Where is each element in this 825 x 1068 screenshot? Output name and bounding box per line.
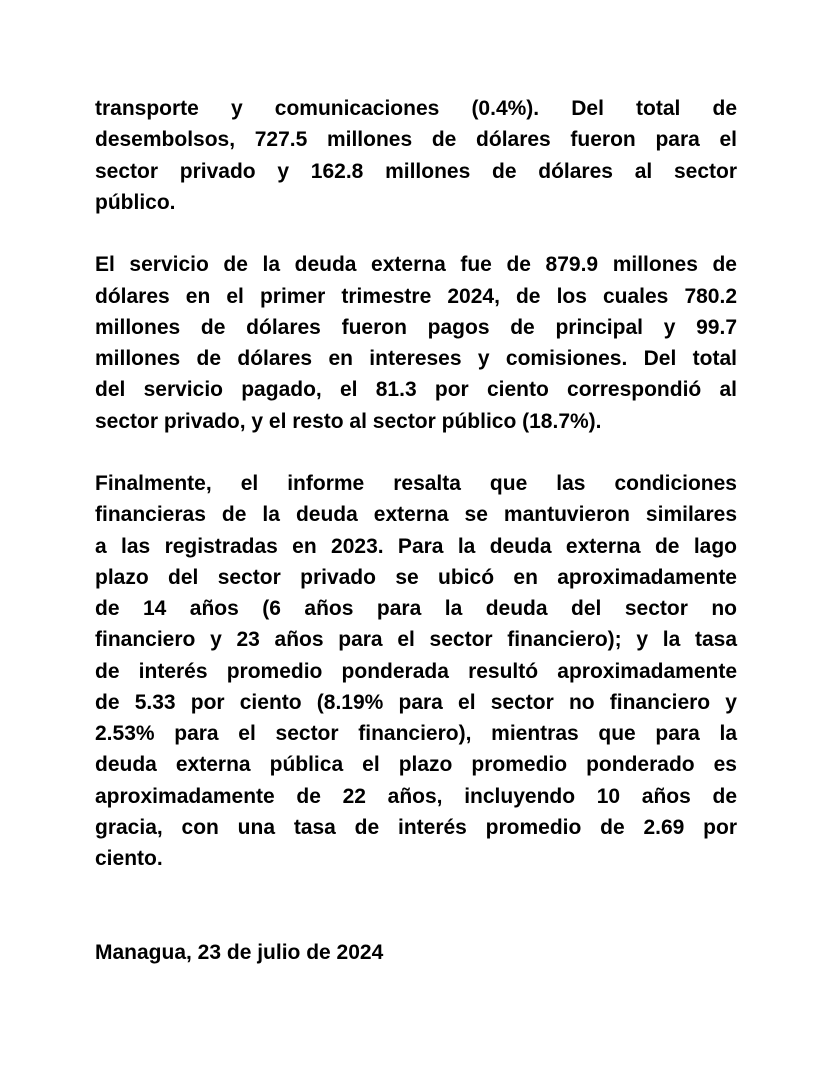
text-line: de 5.33 por ciento (8.19% para el sector no financiero y xyxy=(95,690,737,714)
text-line: desembolsos, 727.5 millones de dólares fueron para el xyxy=(95,128,737,152)
text-line: millones de dólares fueron pagos de principal y 99.7 xyxy=(95,315,737,339)
text-line: financieras de la deuda externa se mantuvieron similares xyxy=(95,503,737,527)
text-line: sector privado, y el resto al sector público (18.7%). xyxy=(95,409,602,433)
text-line: transporte y comunicaciones (0.4%). Del total de xyxy=(95,97,737,120)
text-line: 2.53% para el sector financiero), mientras que para la xyxy=(95,722,737,745)
text-line: El servicio de la deuda externa fue de 879.9 millones de xyxy=(95,253,737,277)
text-line: de interés promedio ponderada resultó aproximadamente xyxy=(95,659,737,683)
text-line: dólares en el primer trimestre 2024, de los cuales 780.2 xyxy=(95,284,737,308)
text-line: Finalmente, el informe resalta que las condiciones xyxy=(95,472,737,495)
text-line: plazo del sector privado se ubicó en aproximadamente xyxy=(95,565,737,589)
text-line: aproximadamente de 22 años, incluyendo 10 años de xyxy=(95,784,737,808)
text-line: gracia, con una tasa de interés promedio de 2.69 por xyxy=(95,815,737,839)
text-line: sector privado y 162.8 millones de dólares al sector xyxy=(95,159,737,183)
document-body xyxy=(95,93,737,968)
text-line: financiero y 23 años para el sector financiero); y la tasa xyxy=(95,628,737,652)
text-line: a las registradas en 2023. Para la deuda externa de lago xyxy=(95,534,737,558)
text-line: del servicio pagado, el 81.3 por ciento correspondió al xyxy=(95,378,737,402)
text-line: deuda externa pública el plazo promedio ponderado es xyxy=(95,753,737,777)
paragraphs-container xyxy=(95,93,737,874)
dateline: Managua, 23 de julio de 2024 xyxy=(95,940,384,964)
text-line: millones de dólares en intereses y comisiones. Del total xyxy=(95,347,737,370)
paragraph xyxy=(95,468,737,874)
text-line: de 14 años (6 años para la deuda del sector no xyxy=(95,597,737,620)
paragraph xyxy=(95,93,737,218)
text-line: ciento. xyxy=(95,847,163,870)
paragraph xyxy=(95,249,737,437)
text-line: público. xyxy=(95,190,176,214)
